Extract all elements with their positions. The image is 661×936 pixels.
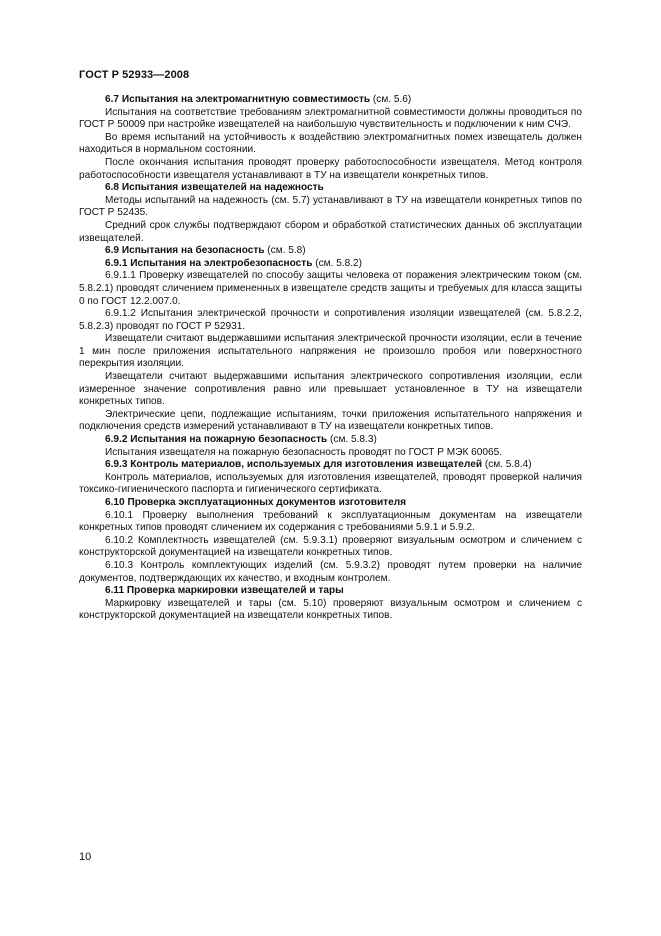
paragraph	[79, 107, 582, 132]
paragraph-text: 6.10.2 Комплектность извещателей (см. 5.9.3.1) проверяют визуальным осмотром и сличением с конструкторской документацией на извещатели конкретных типов.	[79, 534, 582, 559]
paragraph-text: (см. 5.8.4)	[482, 459, 532, 471]
paragraph-text: Маркировку извещателей и тары (см. 5.10) проверяют визуальным осмотром и сличением с конструкторской документацией на извещатели конкретных типов.	[79, 597, 582, 622]
paragraph-text: 6.10.3 Контроль комплектующих изделий (см. 5.9.3.2) проводят путем проверки на наличие документов, подтверждающих их качество, и входным контролем.	[79, 559, 582, 584]
paragraph-text: Испытания на соответствие требованиям электромагнитной совместимости должны проводиться по ГОСТ Р 50009 при настройке извещателей на наибольшую чувствительность и подключении к ним СЧЭ.	[79, 106, 582, 131]
paragraph	[79, 195, 582, 220]
paragraph	[79, 409, 582, 434]
paragraph-text: (см. 5.8.2)	[312, 257, 363, 269]
standard-header: ГОСТ Р 52933—2008	[79, 69, 190, 81]
paragraph	[79, 497, 582, 510]
paragraph	[79, 258, 582, 271]
paragraph	[79, 371, 582, 409]
paragraph-text: Методы испытаний на надежность (см. 5.7) устанавливают в ТУ на извещатели конкретных типов по ГОСТ Р 52435.	[79, 194, 582, 219]
paragraph-text: 6.10.1 Проверку выполнения требований к эксплуатационным документам на извещатели конкретных типов проводят сличением их содержания с требованиями 5.9.1 и 5.9.2.	[79, 509, 582, 534]
paragraph-text: (см. 5.8.3)	[327, 434, 377, 446]
paragraph	[79, 333, 582, 371]
paragraph	[79, 585, 582, 598]
paragraph-text: Испытания извещателя на пожарную безопасность проводят по ГОСТ Р МЭК 60065.	[105, 446, 503, 458]
paragraph	[79, 598, 582, 623]
section-heading: 6.10 Проверка эксплуатационных документов изготовителя	[105, 497, 407, 508]
section-heading: 6.11 Проверка маркировки извещателей и тары	[105, 585, 344, 597]
paragraph-text: Контроль материалов, используемых для изготовления извещателей, проводят проверкой наличия токсико-гигиенического паспорта и гигиенического сертификата.	[79, 471, 582, 496]
paragraph	[79, 434, 582, 447]
paragraph	[79, 459, 582, 472]
paragraph	[79, 308, 582, 333]
paragraph	[79, 132, 582, 157]
paragraph-text: Извещатели считают выдержавшими испытания электрической прочности изоляции, если в течение 1 мин после приложения испытательного напряжения не произошло пробоя или поверхностного перекрытия изоляции.	[79, 333, 582, 370]
section-heading: 6.9.3 Контроль материалов, используемых для изготовления извещателей	[105, 459, 483, 471]
paragraph-text: 6.9.1.2 Испытания электрической прочности и сопротивления изоляции извещателей (см. 5.8.2.2, 5.8.2.3) проводят по ГОСТ Р 52931.	[79, 308, 582, 332]
paragraph	[79, 447, 582, 460]
paragraph	[79, 245, 582, 258]
paragraph-text: Электрические цепи, подлежащие испытаниям, точки приложения испытательного напряжения и подключения средств измерений устанавливают в ТУ на извещатели конкретных типов.	[79, 408, 582, 433]
paragraph-text: Извещатели считают выдержавшими испытания электрического сопротивления изоляции, если измеренное значение сопротивления равно или превышает установленное в ТУ на извещатели конкретных типов.	[79, 371, 582, 408]
paragraph-text: Средний срок службы подтверждают сбором и обработкой статистических данных об эксплуатации извещателей.	[79, 219, 582, 244]
page-number: 10	[79, 851, 92, 863]
section-heading: 6.9.1 Испытания на электробезопасность	[105, 257, 313, 269]
paragraph-text: (см. 5.8)	[264, 245, 306, 257]
section-heading: 6.9 Испытания на безопасность	[105, 245, 265, 257]
paragraph	[79, 535, 582, 560]
paragraph	[79, 157, 582, 182]
paragraph	[79, 510, 582, 535]
paragraph	[79, 270, 582, 308]
paragraph	[79, 182, 582, 195]
document-body	[79, 94, 582, 623]
section-heading: 6.7 Испытания на электромагнитную совместимость	[105, 94, 371, 105]
section-heading: 6.9.2 Испытания на пожарную безопасность	[105, 434, 328, 446]
paragraph-text: 6.9.1.1 Проверку извещателей по способу защиты человека от поражения электрическим током (см. 5.8.2.1) проводят сличением примененных в извещателе средств защиты и требуемых для класса защиты 0 по ГОСТ 12.2.007.0.	[79, 270, 582, 307]
section-heading: 6.8 Испытания извещателей на надежность	[105, 182, 324, 194]
paragraph-text: После окончания испытания проводят проверку работоспособности извещателя. Метод контроля работоспособности извещателя устанавливают в ТУ на извещатели конкретных типов.	[79, 156, 582, 181]
paragraph-text: (см. 5.6)	[370, 94, 412, 105]
paragraph	[79, 220, 582, 245]
paragraph	[79, 94, 582, 107]
paragraph	[79, 472, 582, 497]
paragraph	[79, 560, 582, 585]
paragraph-text: Во время испытаний на устойчивость к воздействию электромагнитных помех извещатель должен находиться в нормальном состоянии.	[79, 131, 582, 156]
